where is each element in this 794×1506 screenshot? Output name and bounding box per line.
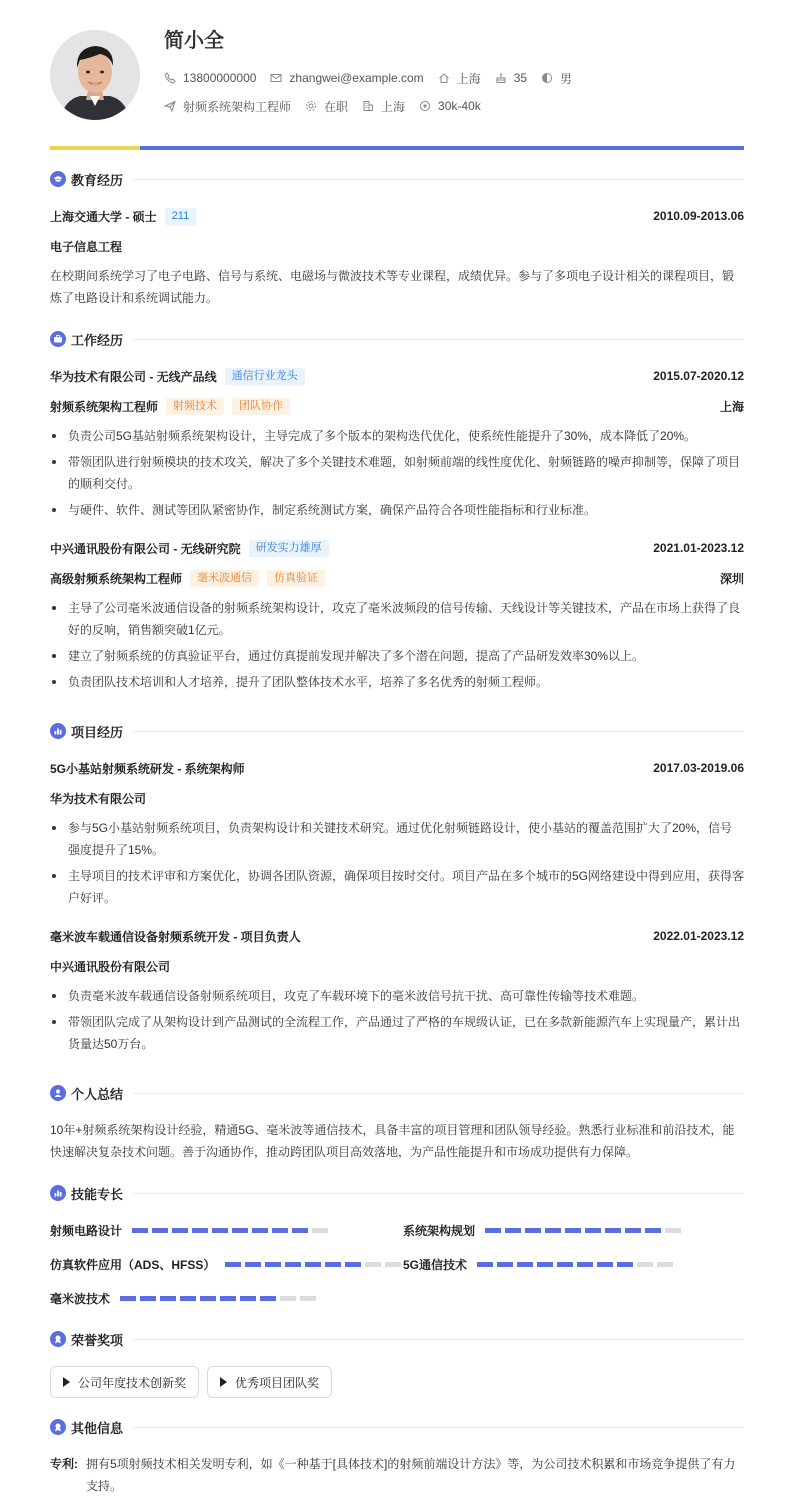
work-location: 上海 xyxy=(719,399,744,414)
patent-text: 拥有5项射频技术相关发明专利，如《一种基于[具体技术]的射频前端设计方法》等，为公司技术积累和市场竞争提供了有力支持。 xyxy=(86,1457,736,1493)
project-title: 毫米波车载通信设备射频系统开发 - 项目负责人 xyxy=(50,929,301,944)
skill-segment-filled xyxy=(517,1262,533,1267)
skill-segment-filled xyxy=(245,1262,261,1267)
bar-chart-icon xyxy=(50,1185,66,1201)
section-summary xyxy=(50,1083,744,1103)
work-period: 2015.07-2020.12 xyxy=(653,369,744,383)
skill-level-bar xyxy=(132,1228,332,1233)
project-bullet: 负责毫米波车载通信设备射频系统项目，攻克了车载环境下的毫米波信号抗干扰、高可靠性传输等技术难题。 xyxy=(50,985,744,1007)
education-period: 2010.09-2013.06 xyxy=(653,209,744,223)
skill-segment-filled xyxy=(120,1296,136,1301)
candidate-name: 简小全 xyxy=(164,30,224,52)
section-projects xyxy=(50,721,744,741)
award-icon xyxy=(50,1419,66,1435)
skill-segment-filled xyxy=(292,1228,308,1233)
section-rule xyxy=(133,731,744,732)
school-tag: 211 xyxy=(165,208,197,225)
skill-segment-filled xyxy=(345,1262,361,1267)
job-title-item xyxy=(164,98,291,114)
divider-accent-yellow xyxy=(50,146,140,150)
skill-segment-filled xyxy=(232,1228,248,1233)
send-icon xyxy=(164,100,176,112)
patent-row xyxy=(50,1453,744,1497)
section-title-text: 项目经历 xyxy=(71,724,124,740)
skill-segment-filled xyxy=(485,1228,501,1233)
divider-accent-blue xyxy=(140,146,744,150)
skill-segment-filled xyxy=(152,1228,168,1233)
skill-segment-filled xyxy=(260,1296,276,1301)
skill-item xyxy=(50,1288,320,1308)
work-city-value: 上海 xyxy=(381,99,406,114)
skill-segment-empty xyxy=(365,1262,381,1267)
work-location: 深圳 xyxy=(719,571,744,586)
skill-segment-filled xyxy=(477,1262,493,1267)
skill-segment-filled xyxy=(140,1296,156,1301)
education-header-row xyxy=(50,206,744,226)
project-bullet: 带领团队完成了从架构设计到产品测试的全流程工作，产品通过了严格的车规级认证，已在多款新能源汽车上实现量产，累计出货量达50万台。 xyxy=(50,1011,744,1055)
skill-level-bar xyxy=(225,1262,405,1267)
skill-level-bar xyxy=(477,1262,677,1267)
work-city-item xyxy=(362,98,405,114)
section-work xyxy=(50,329,744,349)
avatar-portrait xyxy=(50,30,140,120)
status-item xyxy=(305,98,348,114)
skill-name: 仿真软件应用（ADS、HFSS） xyxy=(50,1257,216,1272)
project-bullet: 主导项目的技术评审和方案优化，协调各团队资源，确保项目按时交付。项目产品在多个城市的5G网络建设中得到应用，获得客户好评。 xyxy=(50,865,744,909)
section-title-text: 教育经历 xyxy=(71,172,124,188)
avatar xyxy=(50,30,140,120)
skill-item xyxy=(403,1220,685,1240)
city-item xyxy=(438,70,481,86)
skill-item xyxy=(403,1254,677,1274)
honor-label: 公司年度技术创新奖 xyxy=(78,1375,187,1390)
role-title: 射频系统架构工程师 xyxy=(50,399,159,414)
summary-text: 10年+射频系统架构设计经验，精通5G、毫米波等通信技术，具备丰富的项目管理和团队领导经验。熟悉行业标准和前沿技术，能快速解决复杂技术问题。善于沟通协作，推动跨团队项目高效落地，为产品性能提升和市场成功提供有力保障。 xyxy=(50,1123,735,1159)
skill-segment-empty xyxy=(300,1296,316,1301)
briefcase-icon xyxy=(50,331,66,347)
skill-tag: 毫米波通信 xyxy=(190,570,259,587)
skill-segment-filled xyxy=(225,1262,241,1267)
play-triangle-icon xyxy=(220,1377,227,1387)
skill-segment-filled xyxy=(305,1262,321,1267)
section-other xyxy=(50,1417,744,1437)
skill-name: 毫米波技术 xyxy=(50,1291,111,1306)
section-rule xyxy=(133,339,744,340)
skill-segment-filled xyxy=(272,1228,288,1233)
section-rule xyxy=(133,1339,744,1340)
phone-item xyxy=(164,70,256,86)
work-header-row xyxy=(50,366,744,386)
project-company: 中兴通讯股份有限公司 xyxy=(50,959,171,974)
skill-segment-filled xyxy=(645,1228,661,1233)
skill-segment-filled xyxy=(505,1228,521,1233)
skill-segment-filled xyxy=(220,1296,236,1301)
project-period: 2017.03-2019.06 xyxy=(653,761,744,775)
work-bullet: 负责公司5G基站射频系统架构设计，主导完成了多个版本的架构迭代优化，使系统性能提升了30%，成本降低了20%。 xyxy=(50,425,744,447)
work-period: 2021.01-2023.12 xyxy=(653,541,744,555)
project-title: 5G小基站射频系统研发 - 系统架构师 xyxy=(50,761,245,776)
company-tag: 研发实力雄厚 xyxy=(249,540,329,557)
graduation-cap-icon xyxy=(50,171,66,187)
skill-segment-empty xyxy=(637,1262,653,1267)
skill-segment-empty xyxy=(665,1228,681,1233)
section-education xyxy=(50,169,744,189)
company-tag: 通信行业龙头 xyxy=(225,368,305,385)
work-bullet: 与硬件、软件、测试等团队紧密协作，制定系统测试方案，确保产品符合各项性能指标和行业标准。 xyxy=(50,499,744,521)
skill-segment-filled xyxy=(285,1262,301,1267)
project-company: 华为技术有限公司 xyxy=(50,791,147,806)
section-title-text: 工作经历 xyxy=(71,332,124,348)
cake-icon xyxy=(495,72,507,84)
skill-item xyxy=(50,1220,332,1240)
skill-segment-empty xyxy=(385,1262,401,1267)
work-role-row xyxy=(50,396,744,416)
patent-label: 专利: xyxy=(50,1457,78,1471)
salary-item xyxy=(419,98,481,114)
skill-tag: 团队协作 xyxy=(232,398,290,415)
skill-segment-filled xyxy=(132,1228,148,1233)
phone-icon xyxy=(164,72,176,84)
status-value: 在职 xyxy=(324,99,349,114)
work-bullet: 主导了公司毫米波通信设备的射频系统架构设计，攻克了毫米波频段的信号传输、天线设计等关键技术，产品在市场上获得了良好的反响，销售额突破1亿元。 xyxy=(50,597,744,641)
skill-item xyxy=(50,1254,405,1274)
section-rule xyxy=(133,1093,744,1094)
job-title-value: 射频系统架构工程师 xyxy=(183,99,292,114)
contact-row xyxy=(164,70,586,86)
company-name: 中兴通讯股份有限公司 - 无线研究院 xyxy=(50,541,241,556)
section-rule xyxy=(133,1427,744,1428)
skill-segment-filled xyxy=(172,1228,188,1233)
skill-segment-filled xyxy=(525,1228,541,1233)
section-honors xyxy=(50,1329,744,1349)
honor-chip xyxy=(207,1366,332,1398)
work-bullet: 负责团队技术培训和人才培养，提升了团队整体技术水平，培养了多名优秀的射频工程师。 xyxy=(50,671,744,693)
skill-segment-filled xyxy=(625,1228,641,1233)
age-value: 35 xyxy=(513,71,528,85)
phone-value: 13800000000 xyxy=(183,71,257,85)
skill-segment-filled xyxy=(252,1228,268,1233)
skill-segment-filled xyxy=(605,1228,621,1233)
skill-level-bar xyxy=(120,1296,320,1301)
skill-segment-empty xyxy=(657,1262,673,1267)
company-name: 华为技术有限公司 - 无线产品线 xyxy=(50,369,217,384)
skill-segment-filled xyxy=(240,1296,256,1301)
skill-name: 5G通信技术 xyxy=(403,1257,468,1272)
building-icon xyxy=(362,100,374,112)
skill-segment-filled xyxy=(497,1262,513,1267)
education-description: 在校期间系统学习了电子电路、信号与系统、电磁场与微波技术等专业课程，成绩优异。参与了多项电子设计相关的课程项目，锻炼了电路设计和系统调试能力。 xyxy=(50,269,735,305)
education-major: 电子信息工程 xyxy=(50,239,123,254)
email-item xyxy=(270,70,423,86)
skill-segment-filled xyxy=(192,1228,208,1233)
project-company-row xyxy=(50,956,744,976)
education-major-row xyxy=(50,236,744,256)
age-item xyxy=(495,70,527,86)
skill-segment-filled xyxy=(160,1296,176,1301)
skill-segment-filled xyxy=(565,1228,581,1233)
section-title-text: 荣誉奖项 xyxy=(71,1332,124,1348)
section-rule xyxy=(133,1193,744,1194)
skill-segment-filled xyxy=(200,1296,216,1301)
award-icon xyxy=(50,1331,66,1347)
mail-icon xyxy=(270,72,282,84)
salary-icon xyxy=(419,100,431,112)
salary-value: 30k-40k xyxy=(438,99,481,113)
skill-level-bar xyxy=(485,1228,685,1233)
section-skills xyxy=(50,1183,744,1203)
skill-segment-filled xyxy=(537,1262,553,1267)
skill-segment-empty xyxy=(312,1228,328,1233)
work-role-row xyxy=(50,568,744,588)
project-header-row xyxy=(50,758,744,778)
section-title-text: 个人总结 xyxy=(71,1086,124,1102)
work-bullet: 建立了射频系统的仿真验证平台，通过仿真提前发现并解决了多个潜在问题，提高了产品研发效率30%以上。 xyxy=(50,645,744,667)
project-bullet: 参与5G小基站射频系统项目，负责架构设计和关键技术研究。通过优化射频链路设计，使小基站的覆盖范围扩大了20%，信号强度提升了15%。 xyxy=(50,817,744,861)
section-title-text: 其他信息 xyxy=(71,1420,124,1436)
skill-tag: 射频技术 xyxy=(166,398,224,415)
project-company-row xyxy=(50,788,744,808)
skill-segment-filled xyxy=(545,1228,561,1233)
home-icon xyxy=(438,72,450,84)
skill-segment-filled xyxy=(325,1262,341,1267)
skill-segment-filled xyxy=(597,1262,613,1267)
bar-chart-icon xyxy=(50,723,66,739)
skill-segment-empty xyxy=(280,1296,296,1301)
resume-header xyxy=(50,28,744,128)
section-rule xyxy=(133,179,744,180)
header-divider xyxy=(50,146,744,150)
work-bullet: 带领团队进行射频模块的技术攻关，解决了多个关键技术难题，如射频前端的线性度优化、射频链路的噪声抑制等，保障了项目的顺利交付。 xyxy=(50,451,744,495)
work-header-row xyxy=(50,538,744,558)
school-name: 上海交通大学 - 硕士 xyxy=(50,209,157,224)
status-gear-icon xyxy=(305,100,317,112)
job-intent-row xyxy=(164,98,495,114)
email-value: zhangwei@example.com xyxy=(289,71,424,85)
skill-segment-filled xyxy=(617,1262,633,1267)
city-value: 上海 xyxy=(456,71,481,86)
user-icon xyxy=(50,1085,66,1101)
skill-name: 射频电路设计 xyxy=(50,1223,123,1238)
skill-tag: 仿真验证 xyxy=(267,570,325,587)
section-title-text: 技能专长 xyxy=(71,1186,124,1202)
skill-segment-filled xyxy=(212,1228,228,1233)
gender-icon xyxy=(541,72,553,84)
project-header-row xyxy=(50,926,744,946)
gender-item xyxy=(541,70,572,86)
skill-segment-filled xyxy=(265,1262,281,1267)
skill-segment-filled xyxy=(585,1228,601,1233)
project-period: 2022.01-2023.12 xyxy=(653,929,744,943)
honor-chip xyxy=(50,1366,199,1398)
gender-value: 男 xyxy=(560,71,573,86)
skill-segment-filled xyxy=(557,1262,573,1267)
role-title: 高级射频系统架构工程师 xyxy=(50,571,183,586)
play-triangle-icon xyxy=(63,1377,70,1387)
skill-segment-filled xyxy=(180,1296,196,1301)
skill-name: 系统架构规划 xyxy=(403,1223,476,1238)
honor-label: 优秀项目团队奖 xyxy=(235,1375,320,1390)
skill-segment-filled xyxy=(577,1262,593,1267)
